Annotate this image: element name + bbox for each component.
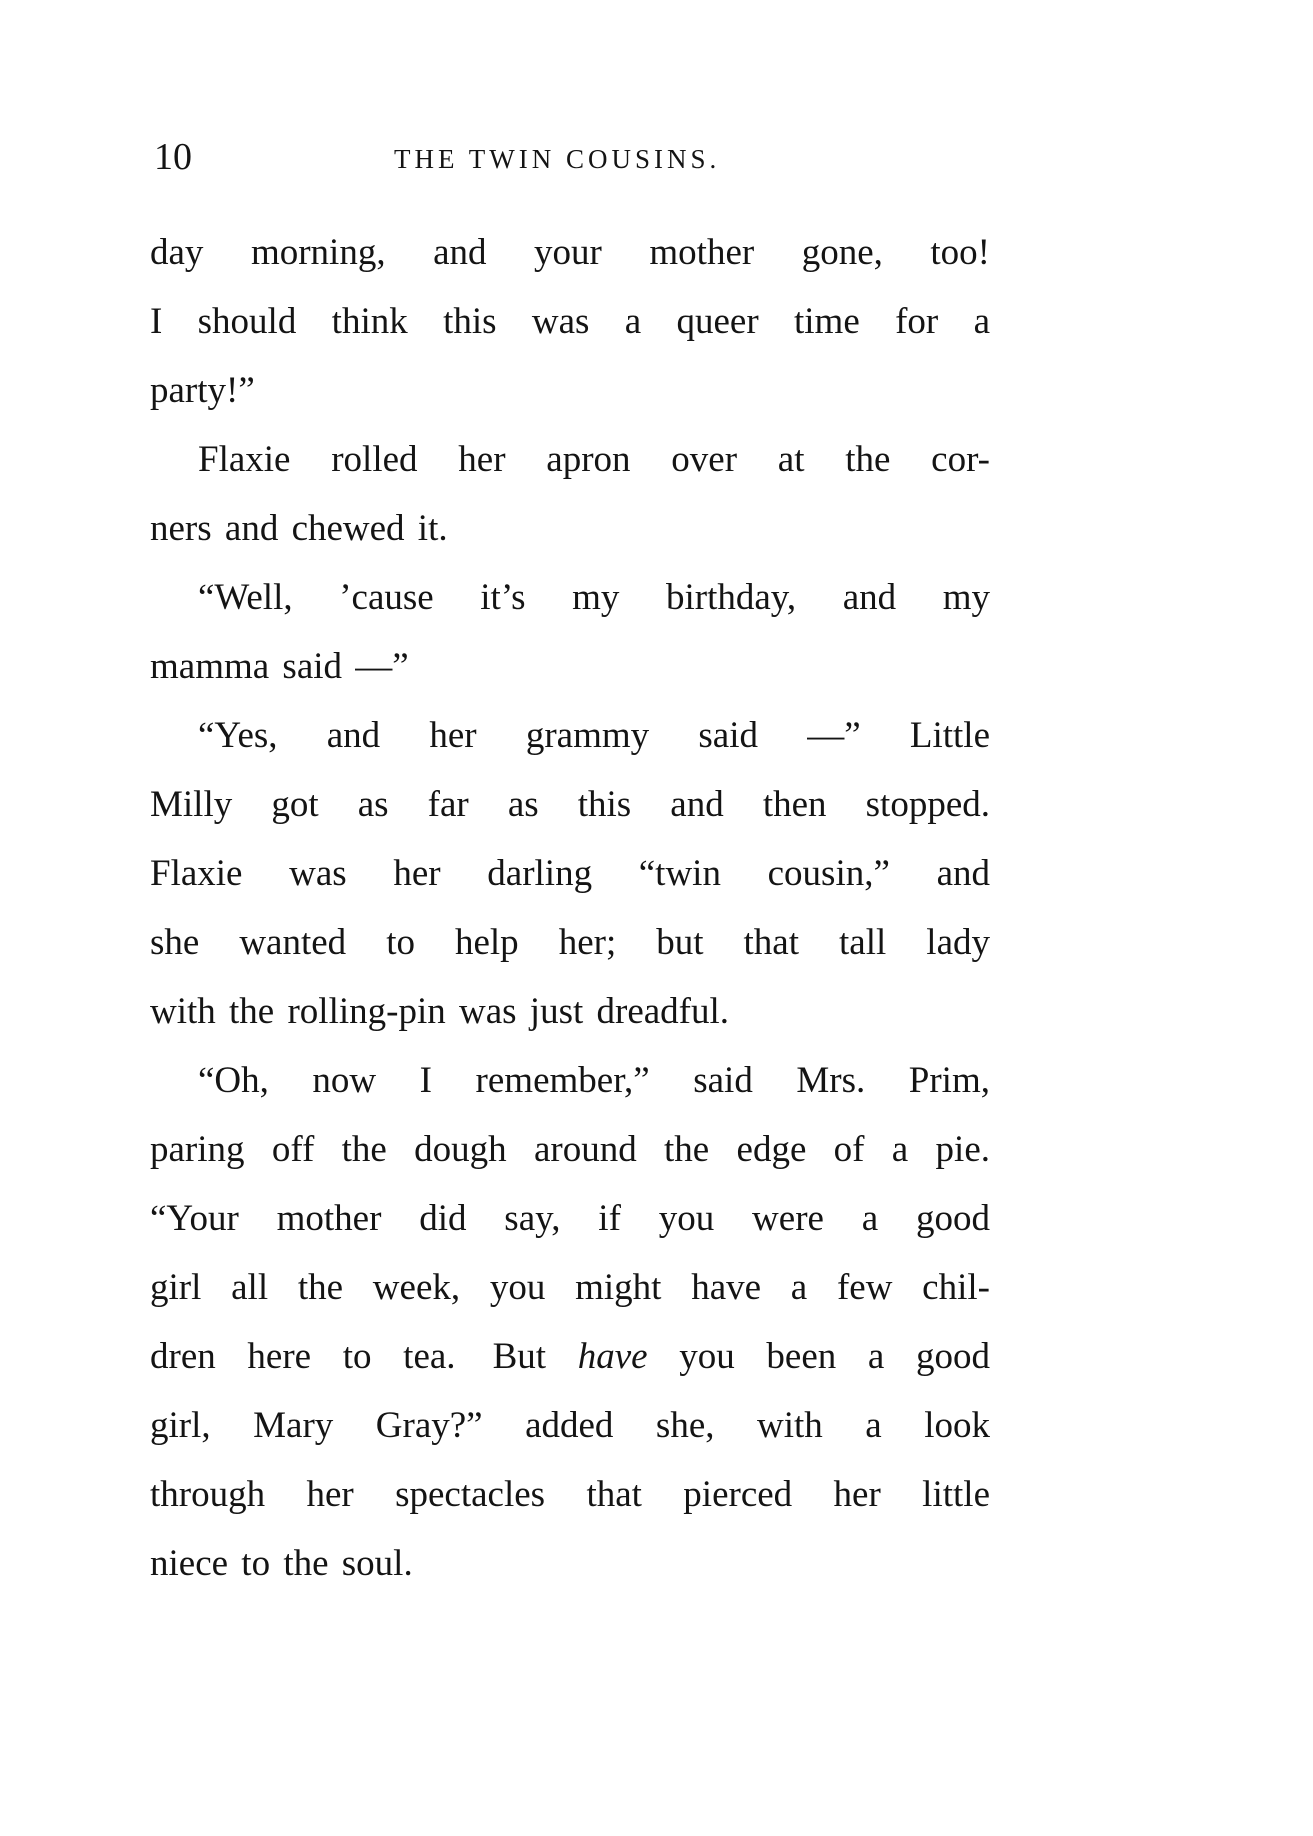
text-line: “Your mother did say, if you were a good: [150, 1198, 990, 1239]
running-head: [154, 132, 992, 182]
text-line: “Oh, now I remember,” said Mrs. Prim,: [198, 1060, 990, 1101]
italic-word: have: [577, 1336, 648, 1377]
text-segment: you been a good: [679, 1336, 990, 1377]
page-number: 10: [154, 136, 192, 178]
text-line: Flaxie was her darling “twin cousin,” and: [150, 853, 990, 894]
text-line: “Well, ’cause it’s my birthday, and my: [198, 577, 990, 618]
text-segment: But: [492, 1336, 547, 1377]
text-line: paring off the dough around the edge of a pie.: [150, 1129, 990, 1170]
text-line: ners and chewed it.: [150, 508, 448, 549]
text-line: through her spectacles that pierced her little: [150, 1474, 990, 1515]
text-line: [150, 1322, 990, 1391]
text-line: party!”: [150, 370, 255, 411]
text-line: she wanted to help her; but that tall lady: [150, 922, 990, 963]
text-line: Flaxie rolled her apron over at the cor-: [198, 439, 990, 480]
text-line: girl, Mary Gray?” added she, with a look: [150, 1405, 990, 1446]
text-line: “Yes, and her grammy said —” Little: [198, 715, 990, 756]
text-line: mamma said —”: [150, 646, 409, 687]
text-line: girl all the week, you might have a few chil-: [150, 1267, 990, 1308]
text-line: Milly got as far as this and then stopped.: [150, 784, 990, 825]
text-line: with the rolling-pin was just dreadful.: [150, 991, 730, 1032]
text-line: I should think this was a queer time for a: [150, 301, 990, 342]
text-line: niece to the soul.: [150, 1543, 413, 1584]
body-text: [150, 218, 990, 1598]
text-segment: dren here to tea.: [150, 1336, 456, 1377]
text-line: day morning, and your mother gone, too!: [150, 232, 990, 273]
running-title: THE TWIN COUSINS.: [394, 144, 721, 174]
